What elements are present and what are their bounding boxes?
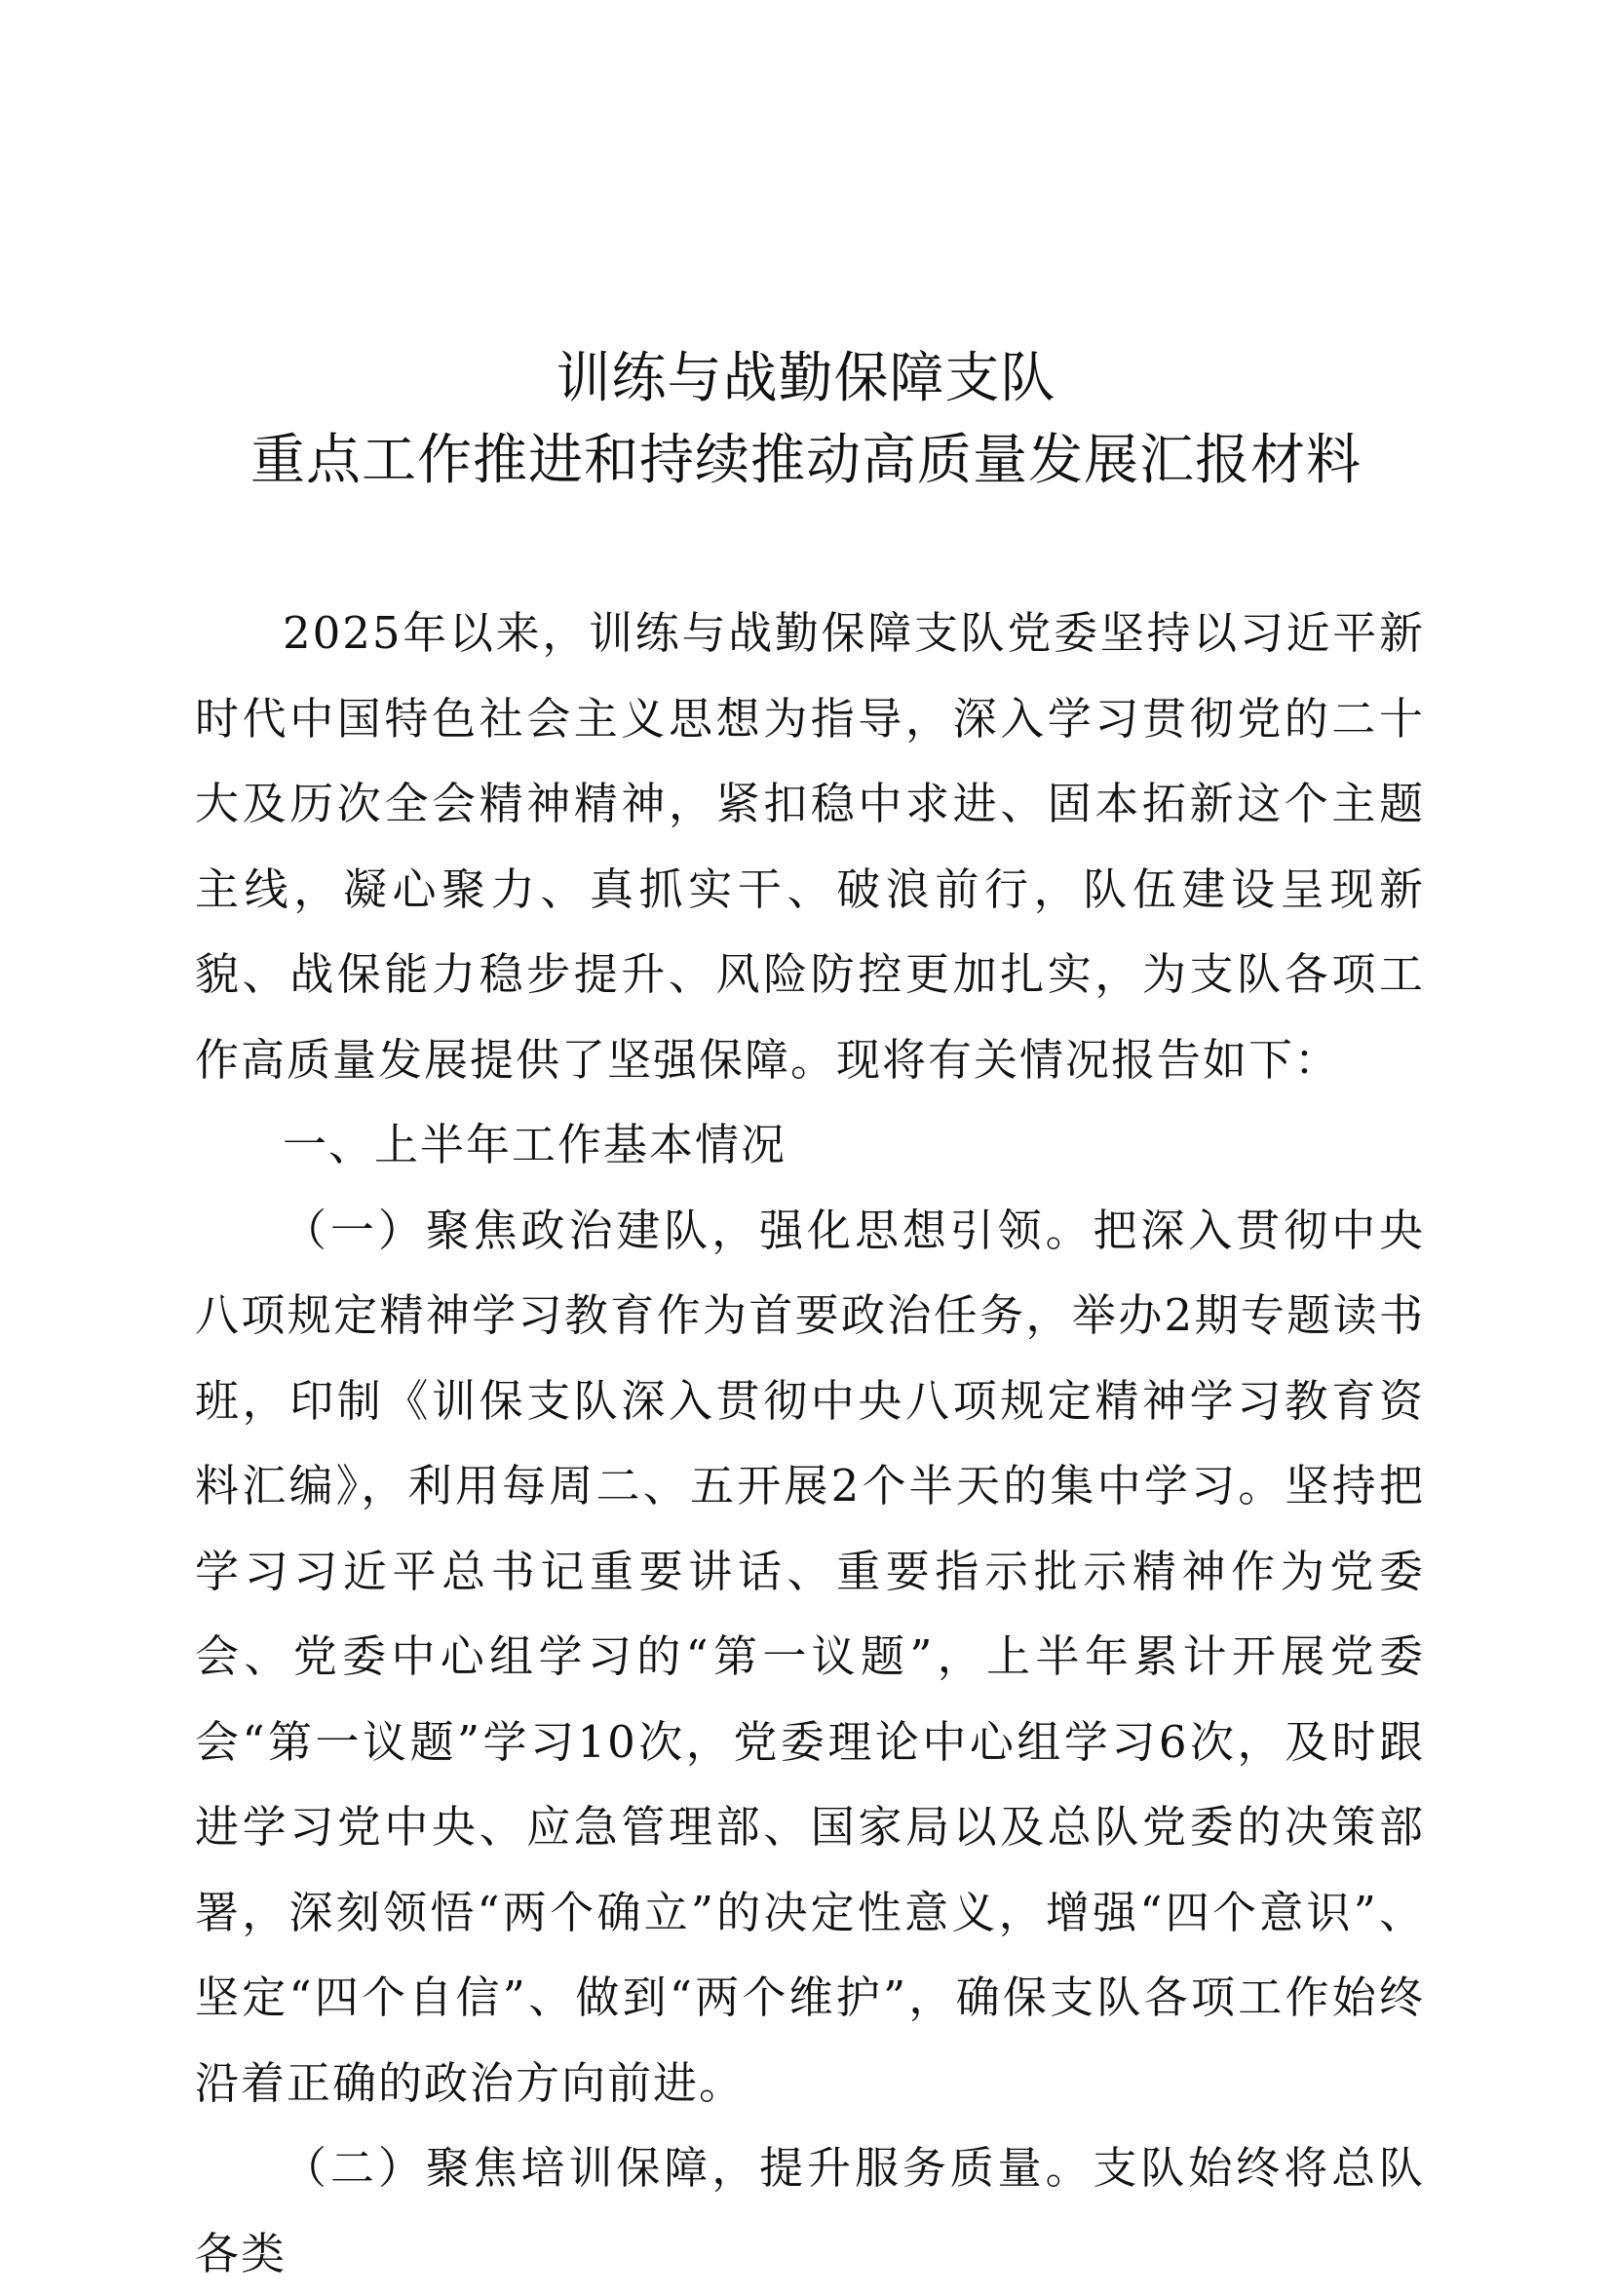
section-heading-1: 一、上半年工作基本情况	[283, 1119, 787, 1170]
subsection-paragraph-2: （二）聚焦培训保障，提升服务质量。支队始终将总队各类	[195, 2142, 1425, 2279]
document-body	[195, 591, 1425, 2296]
intro-paragraph: 2025年以来，训练与战勤保障支队党委坚持以习近平新时代中国特色社会主义思想为指导，深入学习贯彻党的二十大及历次全会精神精神，紧扣稳中求进、固本拓新这个主题主线，凝心聚力、真抓实干、破浪前行，队伍建设呈现新貌、战保能力稳步提升、风险防控更加扎实，为支队各项工作高质量发展提供了坚强保障。现将有关情况报告如下：	[195, 607, 1425, 1086]
document-title-line-1: 训练与战勤保障支队	[556, 347, 1056, 410]
document-title-line-2: 重点工作推进和持续推动高质量发展汇报材料	[250, 429, 1362, 492]
subsection-paragraph-1: （一）聚焦政治建队，强化思想引领。把深入贯彻中央八项规定精神学习教育作为首要政治任务，举办2期专题读书班，印制《训保支队深入贯彻中央八项规定精神学习教育资料汇编》，利用每周二、五开展2个半天的集中学习。坚持把学习习近平总书记重要讲话、重要指示批示精神作为党委会、党委中心组学习的“第一议题”，上半年累计开展党委会“第一议题”学习10次，党委理论中心组学习6次，及时跟进学习党中央、应急管理部、国家局以及总队党委的决策部署，深刻领悟“两个确立”的决定性意义，增强“四个意识”、坚定“四个自信”、做到“两个维护”，确保支队各项工作始终沿着正确的政治方向前进。	[195, 1204, 1425, 2109]
